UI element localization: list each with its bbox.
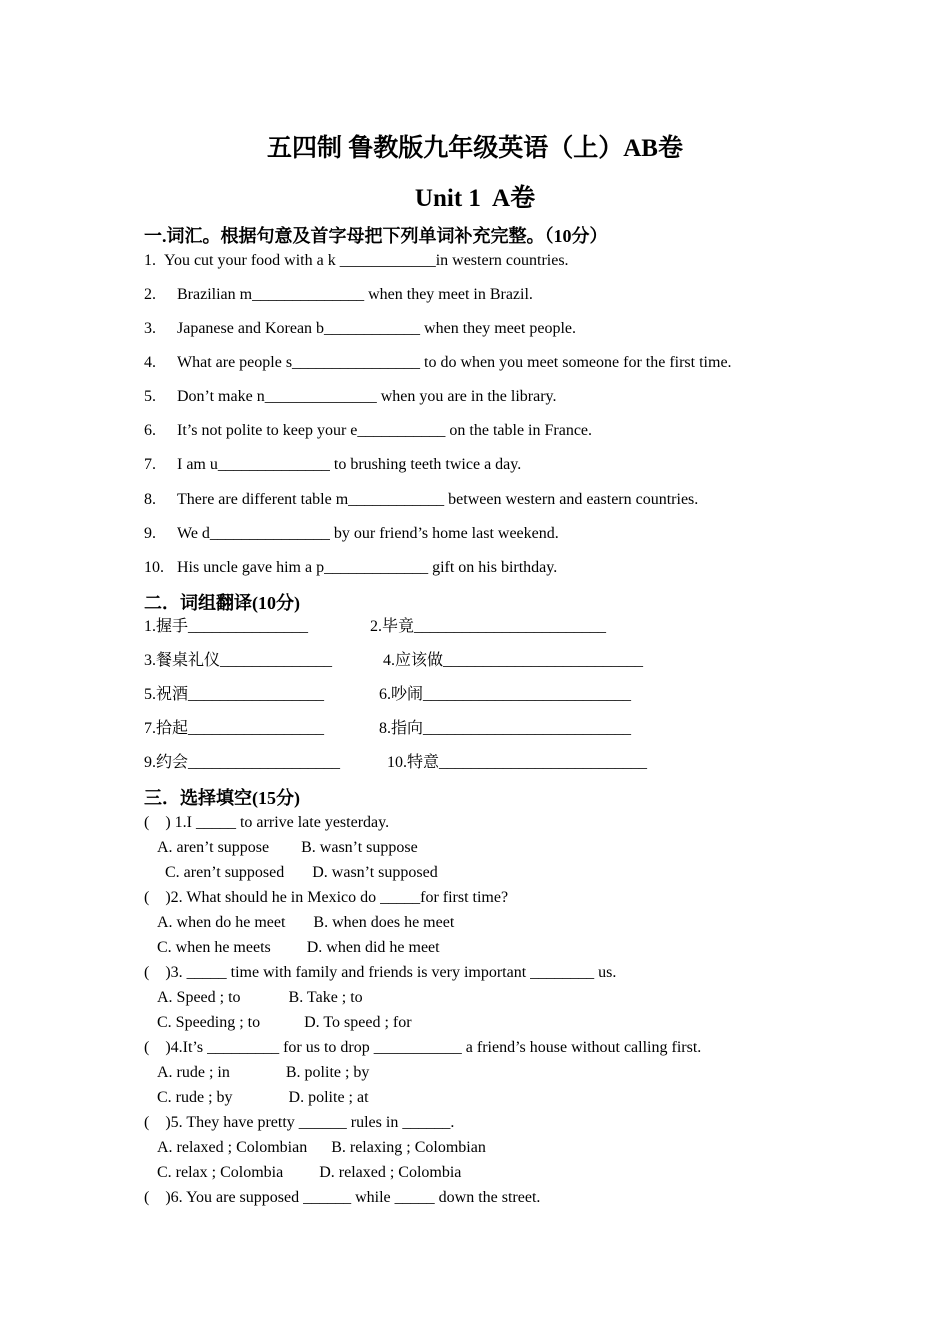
item-text: You cut your food with a k ____________in western countries.	[164, 252, 569, 269]
item-number: 6.	[144, 422, 156, 439]
item-number: 3.	[144, 320, 156, 337]
unit-subtitle: Unit 1 A卷	[414, 185, 536, 212]
option-line: C. rude ; by D. polite ; at	[157, 1089, 369, 1106]
item-text: We d_______________ by our friend’s home last weekend.	[177, 525, 559, 542]
phrase-item: 2.毕竟________________________	[370, 618, 607, 635]
option-line: C. aren’t supposed D. wasn’t supposed	[165, 864, 438, 881]
option-line: A. relaxed ; Colombian B. relaxing ; Colombian	[157, 1139, 486, 1156]
item-text: I am u______________ to brushing teeth twice a day.	[177, 456, 522, 473]
item-text: It’s not polite to keep your e___________ on the table in France.	[177, 422, 593, 439]
section2-heading: 二．词组翻译(10分)	[144, 593, 300, 613]
item-number: 1.	[144, 252, 156, 269]
section1-heading: 一.词汇。根据句意及首字母把下列单词补充完整。（10分）	[144, 226, 608, 246]
option-line: A. rude ; in B. polite ; by	[157, 1064, 370, 1081]
phrase-item: 5.祝酒_________________	[144, 686, 325, 703]
item-text: Don’t make n______________ when you are in the library.	[177, 388, 557, 405]
item-number: 2.	[144, 286, 156, 303]
item-number: 5.	[144, 388, 156, 405]
item-text: There are different table m____________ between western and eastern countries.	[177, 491, 699, 508]
phrase-item: 10.特意__________________________	[387, 754, 648, 771]
option-line: C. relax ; Colombia D. relaxed ; Colombia	[157, 1164, 462, 1181]
question-line: ( ) 1.I _____ to arrive late yesterday.	[144, 814, 390, 831]
phrase-item: 9.约会___________________	[144, 754, 341, 771]
item-number: 10.	[144, 559, 164, 576]
section3-heading: 三．选择填空(15分)	[144, 788, 300, 808]
phrase-item: 7.拾起_________________	[144, 720, 325, 737]
phrase-item: 3.餐桌礼仪______________	[144, 652, 333, 669]
question-line: ( )2. What should he in Mexico do _____for first time?	[144, 889, 509, 906]
item-text: His uncle gave him a p_____________ gift on his birthday.	[177, 559, 558, 576]
question-line: ( )6. You are supposed ______ while _____ down the street.	[144, 1189, 541, 1206]
option-line: A. Speed ; to B. Take ; to	[157, 989, 363, 1006]
option-line: A. when do he meet B. when does he meet	[157, 914, 455, 931]
item-number: 4.	[144, 354, 156, 371]
option-line: C. when he meets D. when did he meet	[157, 939, 440, 956]
document-title: 五四制 鲁教版九年级英语（上）AB卷	[267, 135, 683, 162]
item-text: Japanese and Korean b____________ when they meet people.	[177, 320, 576, 337]
phrase-item: 1.握手_______________	[144, 618, 309, 635]
phrase-item: 8.指向__________________________	[379, 720, 632, 737]
phrase-item: 6.吵闹__________________________	[379, 686, 632, 703]
item-number: 8.	[144, 491, 156, 508]
item-text: Brazilian m______________ when they meet in Brazil.	[177, 286, 533, 303]
question-line: ( )3. _____ time with family and friends is very important ________ us.	[144, 964, 617, 981]
item-text: What are people s________________ to do when you meet someone for the first time.	[177, 354, 732, 371]
option-line: A. aren’t suppose B. wasn’t suppose	[157, 839, 418, 856]
phrase-item: 4.应该做_________________________	[383, 652, 644, 669]
question-line: ( )5. They have pretty ______ rules in ______.	[144, 1114, 455, 1131]
item-number: 7.	[144, 456, 156, 473]
option-line: C. Speeding ; to D. To speed ; for	[157, 1014, 412, 1031]
question-line: ( )4.It’s _________ for us to drop ___________ a friend’s house without calling first.	[144, 1039, 702, 1056]
item-number: 9.	[144, 525, 156, 542]
